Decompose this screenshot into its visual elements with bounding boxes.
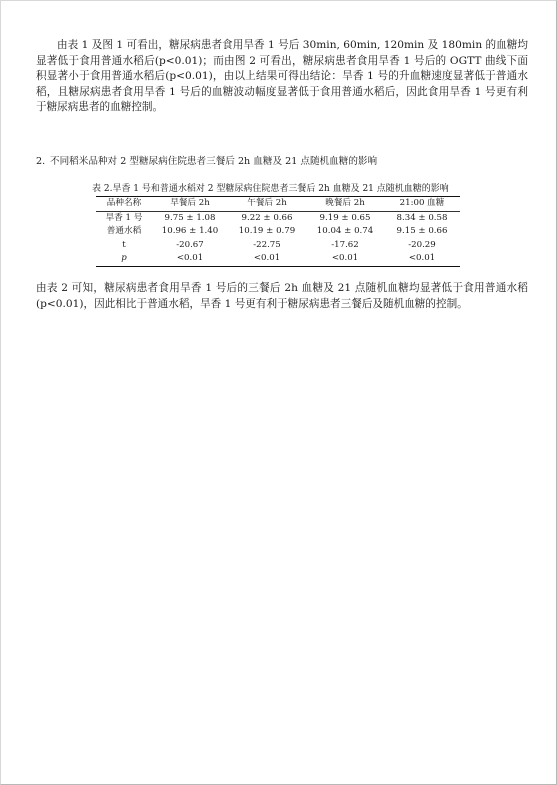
- table-cell: 9.75 ± 1.08: [164, 212, 216, 223]
- table-cell: -20.67: [176, 239, 204, 250]
- header-lunch-2h: 午餐后 2h: [228, 197, 306, 212]
- table-cell: 10.19 ± 0.79: [238, 226, 296, 237]
- section-heading: [36, 155, 377, 168]
- row-label: 普通水稻: [106, 226, 142, 237]
- row-label: p: [96, 252, 152, 266]
- paragraph-table2-results: 由表 2 可知，糖尿病患者食用旱香 1 号后的三餐后 2h 血糖及 21 点随机血糖均显著低于食用普通水稻(p<0.01)，因此相比于普通水稻，旱香 1 号更有利于糖尿病患者三餐后及随机血糖的控制。: [36, 282, 528, 310]
- table-cell: <0.01: [228, 252, 306, 266]
- table-cell: -22.75: [253, 239, 281, 250]
- table-row-p-value: [96, 252, 460, 266]
- header-2100-glucose: 21:00 血糖: [384, 197, 460, 212]
- table-cell: 8.34 ± 0.58: [396, 212, 448, 223]
- row-label: 旱香 1 号: [105, 212, 143, 223]
- table-row-hanxiang: [96, 211, 460, 225]
- blood-glucose-table: [96, 196, 460, 267]
- table-cell: 9.22 ± 0.66: [241, 212, 293, 223]
- section-title: 不同稻米品种对 2 型糖尿病住院患者三餐后 2h 血糖及 21 点随机血糖的影响: [50, 156, 378, 167]
- table-row-ordinary-rice: [96, 225, 460, 239]
- header-variety: 品种名称: [96, 197, 152, 212]
- table-cell: 10.96 ± 1.40: [161, 226, 219, 237]
- table-cell: -20.29: [408, 239, 436, 250]
- section-number: 2.: [36, 156, 46, 167]
- table-cell: 9.15 ± 0.66: [396, 226, 448, 237]
- table-cell: <0.01: [384, 252, 460, 266]
- table-cell: <0.01: [152, 252, 228, 266]
- table-header-row: [96, 197, 460, 212]
- table-cell: -17.62: [331, 239, 359, 250]
- table-cell: 10.04 ± 0.74: [316, 226, 374, 237]
- table-cell: <0.01: [306, 252, 384, 266]
- table-cell: 9.19 ± 0.65: [319, 212, 371, 223]
- header-breakfast-2h: 早餐后 2h: [152, 197, 228, 212]
- paragraph-table1-figure-results: 由表 1 及图 1 可看出，糖尿病患者食用旱香 1 号后 30min, 60min, 120min 及 180min 的血糖均显著低于食用普通水稻后(p<0.01)；而由图 2 可看出，糖尿病患者食用旱香 1 号后的 OGTT 曲线下面积显著小于食用普通水稻后(p<0.01)，由以上结果可得出结论：旱香 1 号的升血糖速度显著低于普通水稻，且糖尿病患者食用旱香 1 号后的血糖波动幅度显著低于食用普通水稻后，因此食用旱香 1 号更有利于糖尿病患者的血糖控制。: [36, 39, 528, 114]
- header-dinner-2h: 晚餐后 2h: [306, 197, 384, 212]
- row-label: t: [122, 239, 126, 250]
- table-caption: 表 2.旱香 1 号和普通水稻对 2 型糖尿病住院患者三餐后 2h 血糖及 21 点随机血糖的影响: [92, 184, 449, 194]
- table-row-t-value: [96, 239, 460, 253]
